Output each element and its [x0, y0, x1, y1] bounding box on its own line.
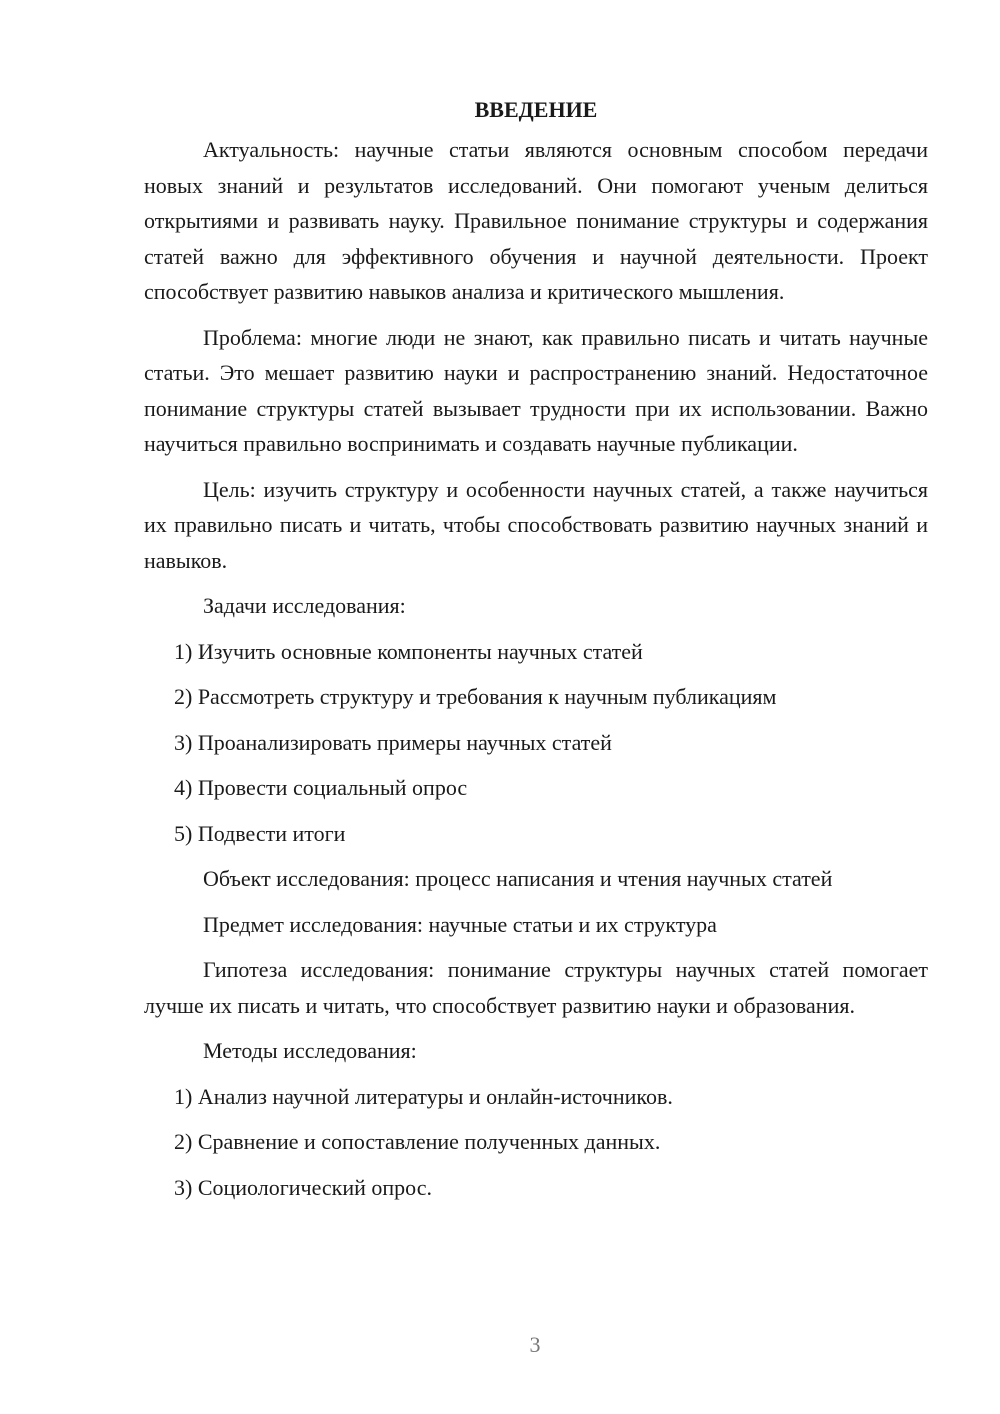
hypothesis-paragraph: Гипотеза исследования: понимание структуры научных статей помогает лучше их писать и читать, что способствует развитию науки и образования.: [144, 957, 928, 1018]
task-item-5: 5) Подвести итоги: [174, 820, 346, 846]
page-number: 3: [529, 1332, 541, 1357]
section-title: ВВЕДЕНИЕ: [474, 97, 598, 122]
task-item-4: 4) Провести социальный опрос: [174, 775, 468, 800]
methods-list: [144, 1079, 928, 1206]
method-item-2: 2) Сравнение и сопоставление полученных данных.: [174, 1129, 661, 1154]
goal-paragraph: Цель: изучить структуру и особенности научных статей, а также научиться их правильно писать и читать, чтобы способствовать развитию научных знаний и навыков.: [144, 476, 928, 573]
methods-heading: Методы исследования:: [203, 1038, 417, 1063]
object-paragraph: Объект исследования: процесс написания и чтения научных статей: [203, 866, 833, 891]
problem-paragraph: Проблема: многие люди не знают, как правильно писать и читать научные статьи. Это мешает развитию науки и распространению знаний. Недостаточное понимание структуры статей вызывает трудности при их использовании. Важно научиться правильно воспринимать и создавать научные публикации.: [144, 324, 928, 456]
subject-paragraph: Предмет исследования: научные статьи и их структура: [203, 911, 717, 937]
method-item-3: 3) Социологический опрос.: [174, 1174, 432, 1200]
task-item-1: 1) Изучить основные компоненты научных статей: [174, 638, 643, 664]
tasks-heading: Задачи исследования:: [203, 593, 406, 618]
method-item-1: 1) Анализ научной литературы и онлайн-источников.: [174, 1083, 673, 1109]
document-page: [144, 92, 928, 1215]
task-item-3: 3) Проанализировать примеры научных статей: [174, 729, 612, 755]
relevance-paragraph: Актуальность: научные статьи являются основным способом передачи новых знаний и результатов исследований. Они помогают ученым делиться открытиями и развивать науку. Правильное понимание структуры и содержания статей важно для эффективного обучения и научной деятельности. Проект способствует развитию навыков анализа и критического мышления.: [144, 137, 928, 304]
tasks-list: [144, 634, 928, 852]
task-item-2: 2) Рассмотреть структуру и требования к научным публикациям: [174, 684, 777, 709]
